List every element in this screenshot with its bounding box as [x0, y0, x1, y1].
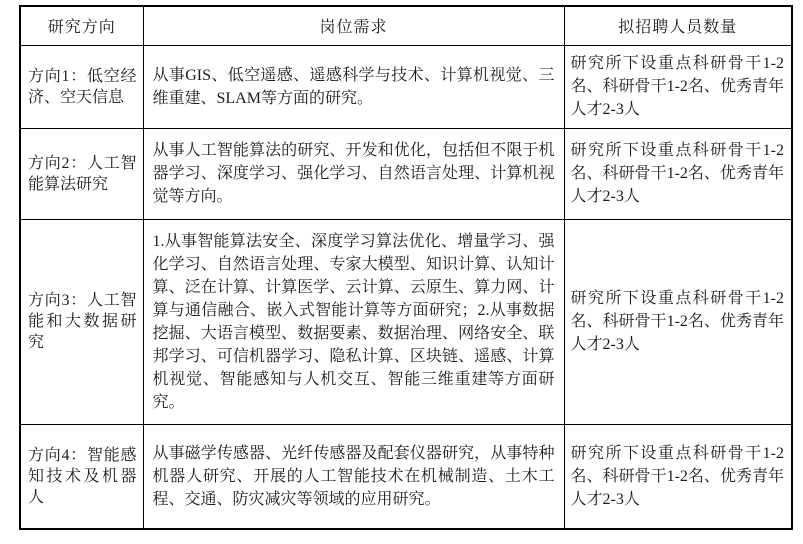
header-planned-headcount: 拟招聘人员数量	[564, 6, 792, 45]
headcount-cell: 研究所下设重点科研骨干1-2名、科研骨干1-2名、优秀青年人才2-3人	[564, 45, 792, 128]
requirements-cell: 从事人工智能算法的研究、开发和优化，包括但不限于机器学习、深度学习、强化学习、自然语言处理、计算机视觉等方向。	[143, 128, 564, 219]
requirements-cell: 从事磁学传感器、光纤传感器及配套仪器研究，从事特种机器人研究、开展的人工智能技术在机械制造、土木工程、交通、防灾减灾等领域的应用研究。	[143, 424, 564, 529]
requirements-cell: 从事GIS、低空遥感、遥感科学与技术、计算机视觉、三维重建、SLAM等方面的研究。	[143, 45, 564, 128]
header-position-requirements: 岗位需求	[143, 6, 564, 45]
direction-cell: 方向1：低空经济、空天信息	[20, 45, 143, 128]
direction-cell: 方向3：人工智能和大数据研究	[20, 219, 143, 424]
header-research-direction: 研究方向	[20, 6, 143, 45]
table-row	[20, 45, 792, 128]
direction-cell: 方向2：人工智能算法研究	[20, 128, 143, 219]
table-row	[20, 128, 792, 219]
recruitment-table-container	[19, 5, 793, 530]
table-row	[20, 424, 792, 529]
headcount-cell: 研究所下设重点科研骨干1-2名、科研骨干1-2名、优秀青年人才2-3人	[564, 219, 792, 424]
table-row	[20, 219, 792, 424]
headcount-cell: 研究所下设重点科研骨干1-2名、科研骨干1-2名、优秀青年人才2-3人	[564, 128, 792, 219]
table-header-row	[20, 6, 792, 45]
direction-cell: 方向4：智能感知技术及机器人	[20, 424, 143, 529]
headcount-cell: 研究所下设重点科研骨干1-2名、科研骨干1-2名、优秀青年人才2-3人	[564, 424, 792, 529]
recruitment-table	[19, 5, 793, 530]
requirements-cell: 1.从事智能算法安全、深度学习算法优化、增量学习、强化学习、自然语言处理、专家大模型、知识计算、认知计算、泛在计算、计算医学、云计算、云原生、算力网、计算与通信融合、嵌入式智能计算等方面研究；2.从事数据挖掘、大语言模型、数据要素、数据治理、网络安全、联邦学习、可信机器学习、隐私计算、区块链、遥感、计算机视觉、智能感知与人机交互、智能三维重建等方面研究。	[143, 219, 564, 424]
